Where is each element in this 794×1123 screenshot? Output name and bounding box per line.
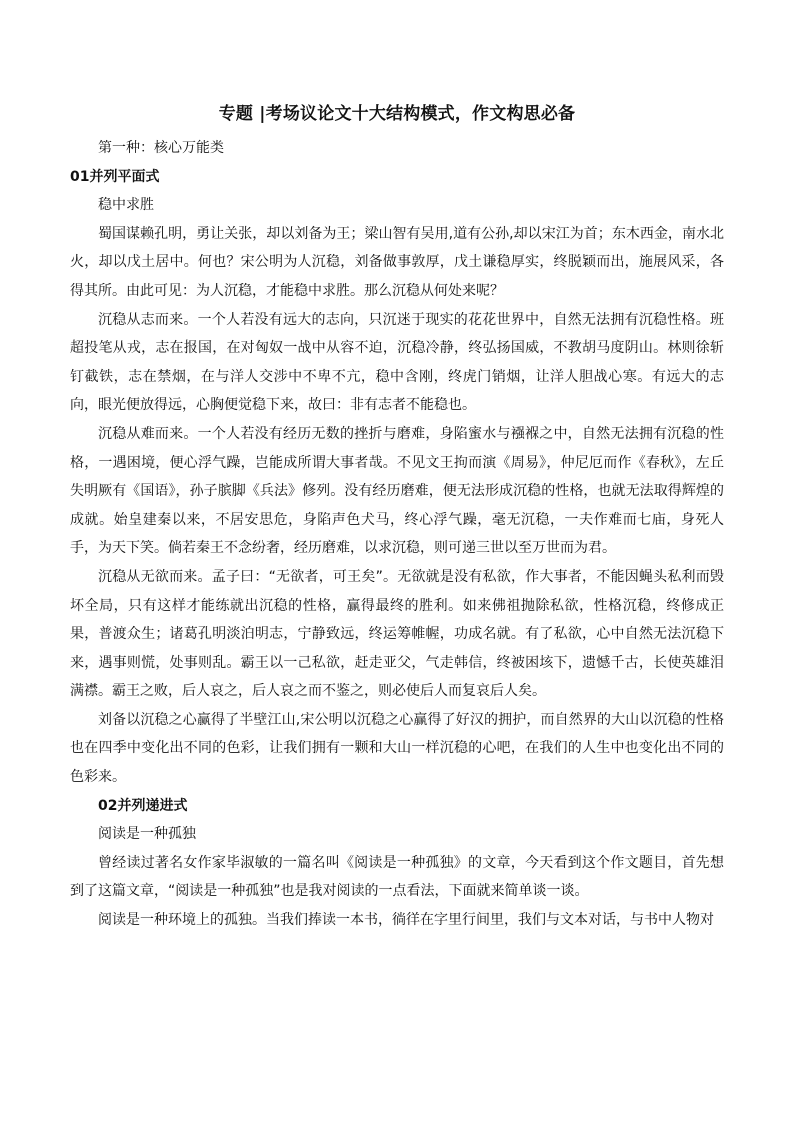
paragraph: 沉稳从难而来。一个人若没有经历无数的挫折与磨难，身陷蜜水与襁褓之中，自然无法拥有沉稳的性格，一遇困境，便心浮气躁，岂能成所谓大事者哉。不见文王拘而演《周易》，仲尼厄而作《春秋》，左丘失明厥有《国语》，孙子膑脚《兵法》修列。没有经历磨难，便无法形成沉稳的性格，也就无法取得辉煌的成就。始皇建秦以来，不居安思危，身陷声色犬马，终心浮气躁，毫无沉稳，一夫作难而七庙，身死人手，为天下笑。倘若秦王不念纷奢，经历磨难，以求沉稳，则可递三世以至万世而为君。 [70,425,724,557]
paragraph: 阅读是一种环境上的孤独。当我们捧读一本书，徜徉在字里行间里，我们与文本对话，与书中人物对 [98,912,714,929]
essay-title-1: 稳中求胜 [98,197,154,214]
essay-title-2: 阅读是一种孤独 [98,826,196,843]
paragraph: 曾经读过著名女作家毕淑敏的一篇名叫《阅读是一种孤独》的文章，今天看到这个作文题目，首先想到了这篇文章，“阅读是一种孤独”也是我对阅读的一点看法，下面就来简单谈一谈。 [70,854,724,900]
paragraph: 蜀国谋赖孔明，勇让关张，却以刘备为王；梁山智有吴用,道有公孙,却以宋江为首；东木西金，南水北火，却以戊土居中。何也？宋公明为人沉稳，刘备做事敦厚，戊土谦稳厚实，终脱颖而出，施展风采，各得其所。由此可见：为人沉稳，才能稳中求胜。那么沉稳从何处来呢？ [70,225,724,299]
paragraph: 刘备以沉稳之心赢得了半壁江山,宋公明以沉稳之心赢得了好汉的拥护，而自然界的大山以沉稳的性格也在四季中变化出不同的色彩，让我们拥有一颗和大山一样沉稳的心吧，在我们的人生中也变化出不同的色彩来。 [70,711,724,786]
paragraph: 沉稳从志而来。一个人若没有远大的志向，只沉迷于现实的花花世界中，自然无法拥有沉稳性格。班超投笔从戎，志在报国，在对匈奴一战中从容不迫，沉稳冷静，终弘扬国威，不教胡马度阴山。林则徐斩钉截铁，志在禁烟，在与洋人交涉中不卑不亢，稳中含刚，终虎门销烟，让洋人胆战心寒。有远大的志向，眼光便放得远，心胸便觉稳下来，故曰：非有志者不能稳也。 [70,311,724,414]
section-heading-1: 01并列平面式 [70,168,160,185]
type-heading: 第一种：核心万能类 [98,140,224,156]
section-heading-2: 02并列递进式 [98,797,188,814]
paragraph: 沉稳从无欲而来。孟子曰：“无欲者，可王矣”。无欲就是没有私欲，作大事者，不能因蝇头私利而毁坏全局，只有这样才能练就出沉稳的性格，赢得最终的胜利。如来佛祖抛除私欲，性格沉稳，终修成正果，普渡众生；诸葛孔明淡泊明志，宁静致远，终运筹帷幄，功成名就。有了私欲，心中自然无法沉稳下来，遇事则慌，处事则乱。霸王以一己私欲，赶走亚父，气走韩信，终被困垓下，遗憾千古，长使英雄泪满襟。霸王之败，后人哀之，后人哀之而不鉴之，则必使后人而复哀后人矣。 [70,568,724,700]
document-title: 专题 |考场议论文十大结构模式，作文构思必备 [218,104,576,124]
